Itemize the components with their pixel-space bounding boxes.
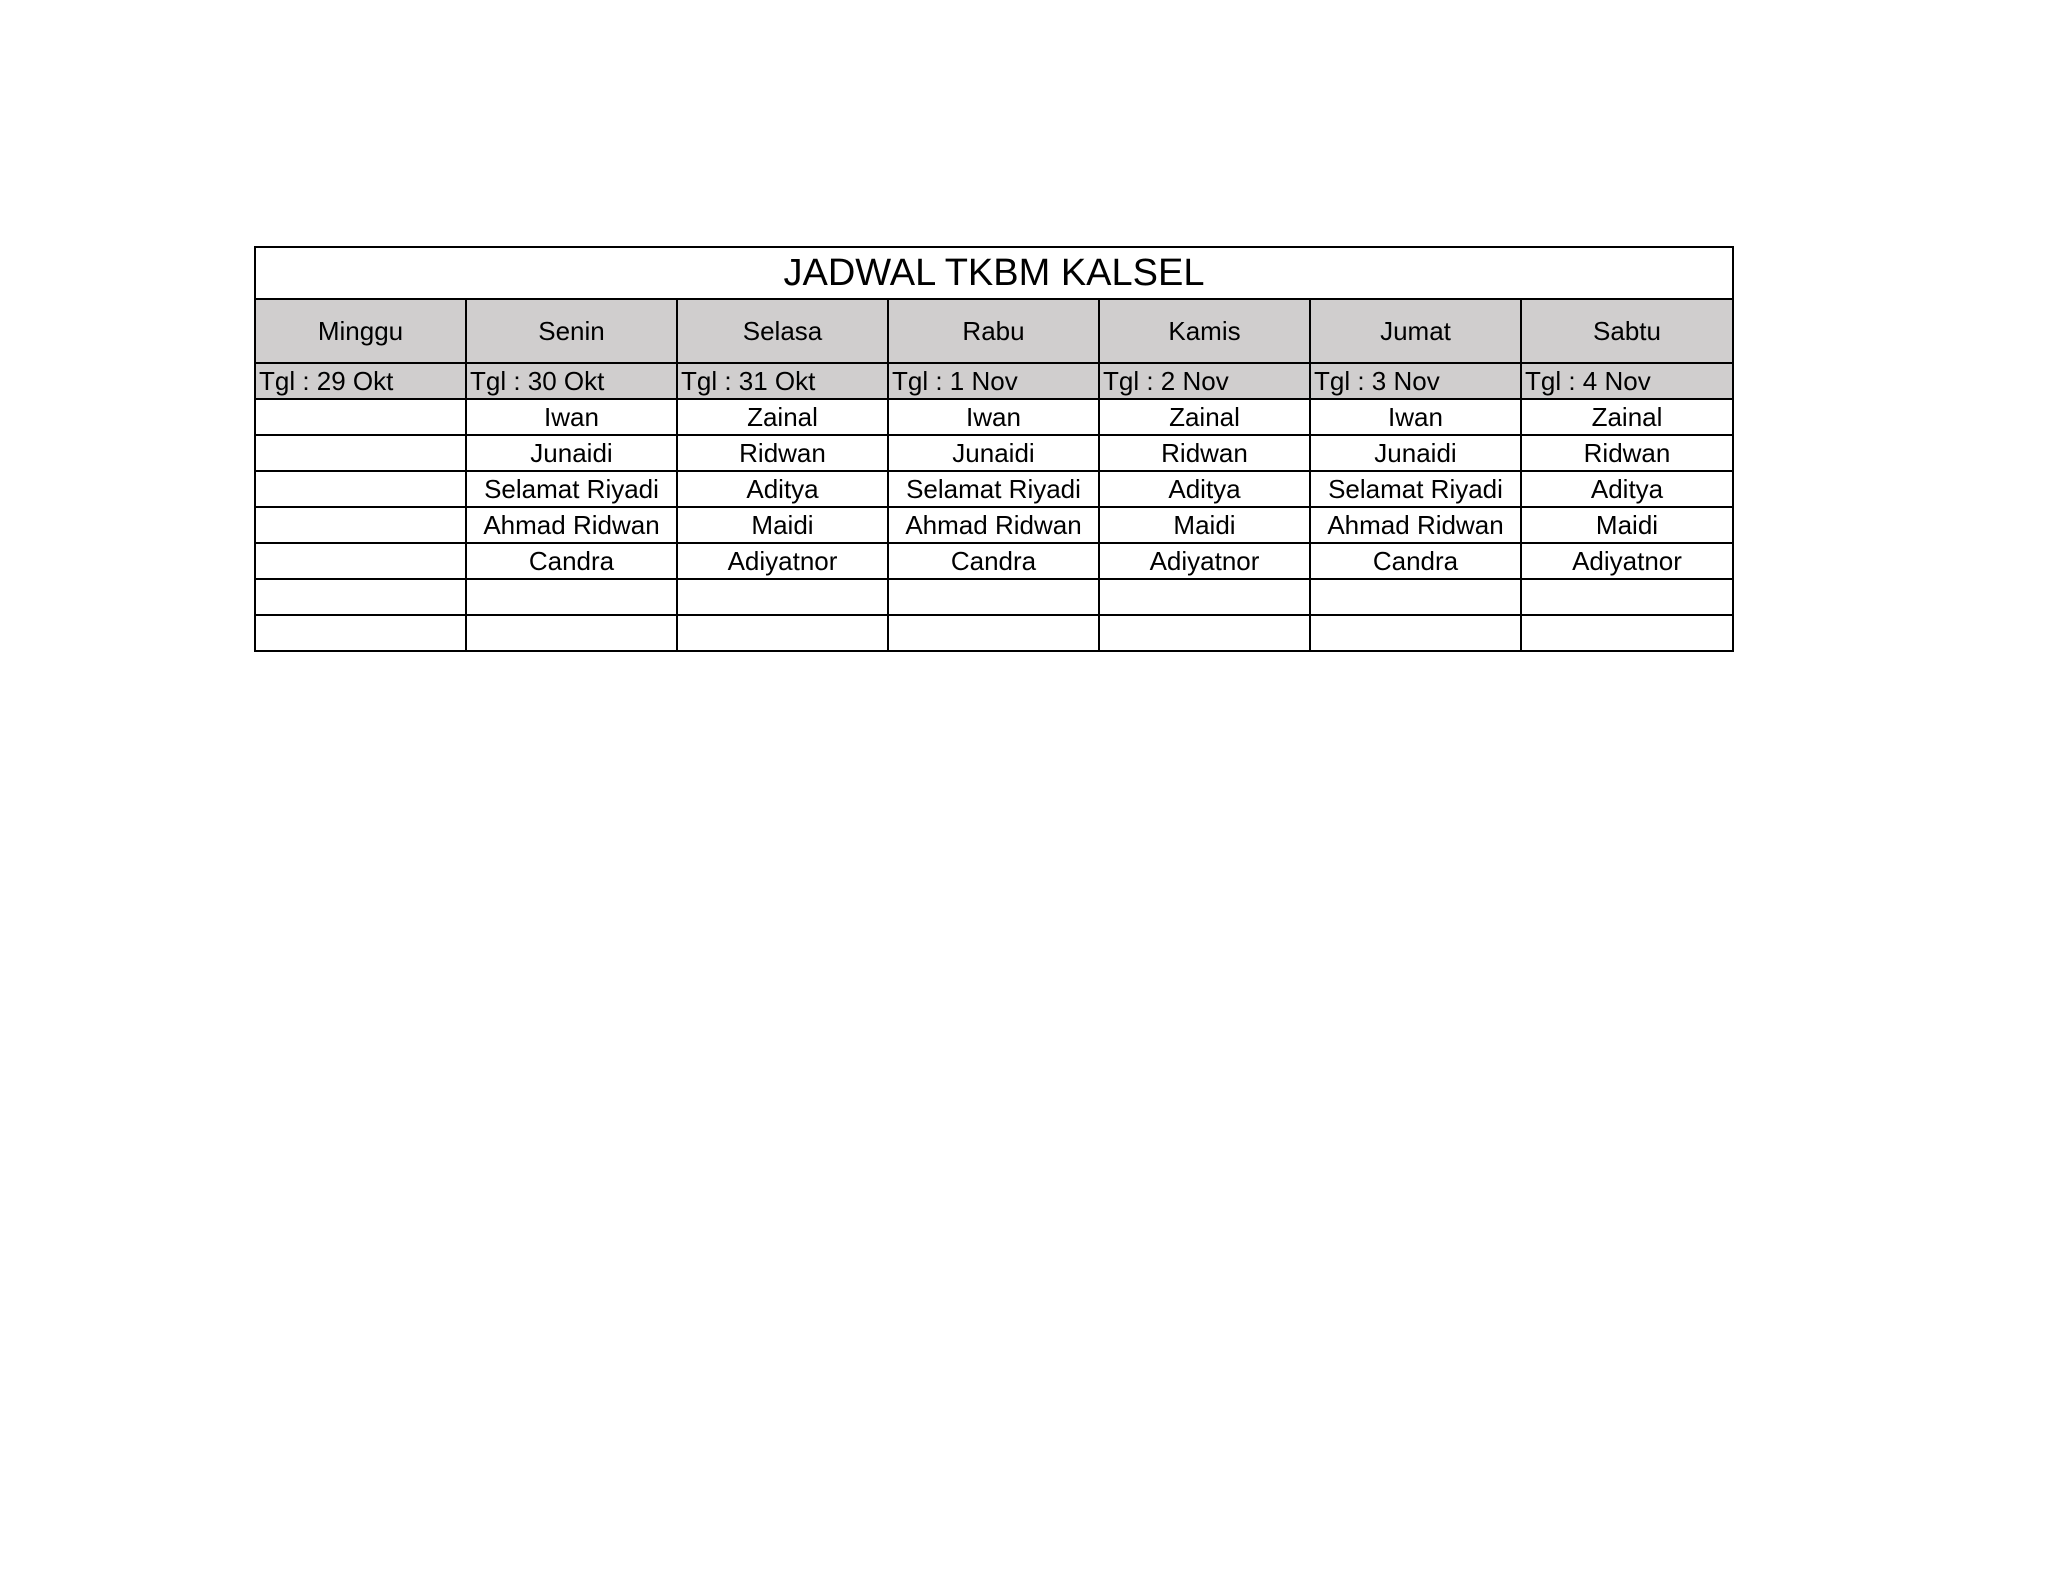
schedule-cell: Maidi [1099, 507, 1310, 543]
date-sabtu: Tgl : 4 Nov [1521, 363, 1733, 399]
schedule-cell: Iwan [888, 399, 1099, 435]
schedule-cell [255, 543, 466, 579]
schedule-cell: Zainal [1521, 399, 1733, 435]
schedule-cell: Candra [1310, 543, 1521, 579]
schedule-cell [255, 471, 466, 507]
schedule-cell [255, 507, 466, 543]
schedule-cell: Ridwan [1521, 435, 1733, 471]
schedule-cell: Adiyatnor [677, 543, 888, 579]
date-rabu: Tgl : 1 Nov [888, 363, 1099, 399]
schedule-cell [255, 579, 466, 615]
schedule-cell [255, 435, 466, 471]
schedule-cell [255, 399, 466, 435]
schedule-cell: Aditya [1099, 471, 1310, 507]
schedule-cell: Selamat Riyadi [888, 471, 1099, 507]
schedule-cell [255, 615, 466, 651]
schedule-cell [677, 579, 888, 615]
day-header-rabu: Rabu [888, 299, 1099, 363]
schedule-cell: Ahmad Ridwan [466, 507, 677, 543]
schedule-cell: Aditya [677, 471, 888, 507]
day-header-row [255, 299, 1733, 363]
table-row [255, 615, 1733, 651]
schedule-title: JADWAL TKBM KALSEL [255, 247, 1733, 299]
schedule-cell: Adiyatnor [1521, 543, 1733, 579]
table-row [255, 435, 1733, 471]
day-header-jumat: Jumat [1310, 299, 1521, 363]
schedule-cell: Ahmad Ridwan [888, 507, 1099, 543]
schedule-cell [1099, 579, 1310, 615]
title-row [255, 247, 1733, 299]
schedule-cell: Ridwan [677, 435, 888, 471]
schedule-cell: Zainal [1099, 399, 1310, 435]
schedule-cell: Ahmad Ridwan [1310, 507, 1521, 543]
schedule-cell [888, 579, 1099, 615]
schedule-cell [1310, 579, 1521, 615]
day-header-minggu: Minggu [255, 299, 466, 363]
day-header-senin: Senin [466, 299, 677, 363]
date-minggu: Tgl : 29 Okt [255, 363, 466, 399]
date-kamis: Tgl : 2 Nov [1099, 363, 1310, 399]
schedule-cell: Adiyatnor [1099, 543, 1310, 579]
schedule-cell [1099, 615, 1310, 651]
schedule-cell: Maidi [1521, 507, 1733, 543]
schedule-cell: Iwan [1310, 399, 1521, 435]
schedule-cell: Junaidi [888, 435, 1099, 471]
day-header-sabtu: Sabtu [1521, 299, 1733, 363]
table-row [255, 471, 1733, 507]
schedule-cell: Ridwan [1099, 435, 1310, 471]
schedule-cell: Maidi [677, 507, 888, 543]
schedule-cell [677, 615, 888, 651]
schedule-cell [1521, 615, 1733, 651]
table-row [255, 543, 1733, 579]
schedule-cell [466, 615, 677, 651]
date-jumat: Tgl : 3 Nov [1310, 363, 1521, 399]
schedule-cell: Zainal [677, 399, 888, 435]
schedule-cell: Candra [466, 543, 677, 579]
schedule-cell [1310, 615, 1521, 651]
table-row [255, 399, 1733, 435]
schedule-cell: Selamat Riyadi [466, 471, 677, 507]
schedule-cell [1521, 579, 1733, 615]
schedule-table [254, 246, 1734, 652]
schedule-cell: Iwan [466, 399, 677, 435]
table-row [255, 507, 1733, 543]
schedule-cell: Aditya [1521, 471, 1733, 507]
schedule-cell: Junaidi [1310, 435, 1521, 471]
schedule-cell [888, 615, 1099, 651]
day-header-kamis: Kamis [1099, 299, 1310, 363]
schedule-sheet [254, 246, 1732, 652]
date-row [255, 363, 1733, 399]
date-senin: Tgl : 30 Okt [466, 363, 677, 399]
schedule-cell: Candra [888, 543, 1099, 579]
day-header-selasa: Selasa [677, 299, 888, 363]
schedule-cell [466, 579, 677, 615]
schedule-cell: Junaidi [466, 435, 677, 471]
table-row [255, 579, 1733, 615]
schedule-cell: Selamat Riyadi [1310, 471, 1521, 507]
date-selasa: Tgl : 31 Okt [677, 363, 888, 399]
